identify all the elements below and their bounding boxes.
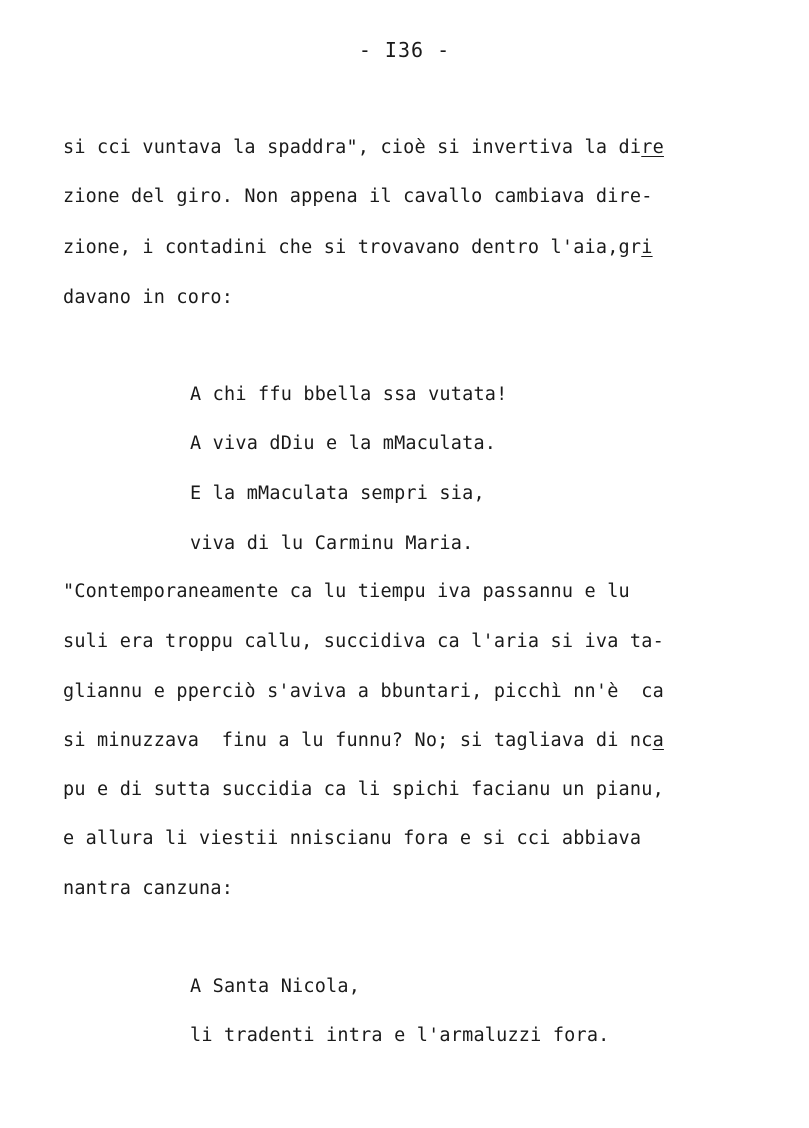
paragraph-line: si minuzzava finu a lu funnu? No; si tagliava di nca <box>63 730 664 751</box>
paragraph-line: davano in coro: <box>63 287 234 308</box>
paragraph-line: suli era troppu callu, succidiva ca l'aria si iva ta- <box>63 631 664 652</box>
verse-line: A Santa Nicola, <box>190 976 361 997</box>
paragraph-line: pu e di sutta succidia ca li spichi facianu un pianu, <box>63 779 664 800</box>
paragraph-line: gliannu e pperciò s'aviva a bbuntari, picchì nn'è ca <box>63 681 664 702</box>
paragraph-line: zione, i contadini che si trovavano dentro l'aia,gri <box>63 237 653 258</box>
verse-line: A chi ffu bbella ssa vutata! <box>190 384 508 405</box>
verse-line: li tradenti intra e l'armaluzzi fora. <box>190 1025 610 1046</box>
page-number: - I36 - <box>358 38 451 62</box>
verse-line: A viva dDiu e la mMaculata. <box>190 433 497 454</box>
paragraph-line: e allura li viestii nniscianu fora e si cci abbiava <box>63 828 642 849</box>
paragraph-line: si cci vuntava la spaddra", cioè si invertiva la dire <box>63 137 664 158</box>
paragraph-line: nantra canzuna: <box>63 878 234 899</box>
paragraph-line: zione del giro. Non appena il cavallo cambiava dire- <box>63 186 653 207</box>
verse-line: viva di lu Carminu Maria. <box>190 533 474 554</box>
paragraph-line: "Contemporaneamente ca lu tiempu iva passannu e lu <box>63 581 630 602</box>
verse-line: E la mMaculata sempri sia, <box>190 483 485 504</box>
